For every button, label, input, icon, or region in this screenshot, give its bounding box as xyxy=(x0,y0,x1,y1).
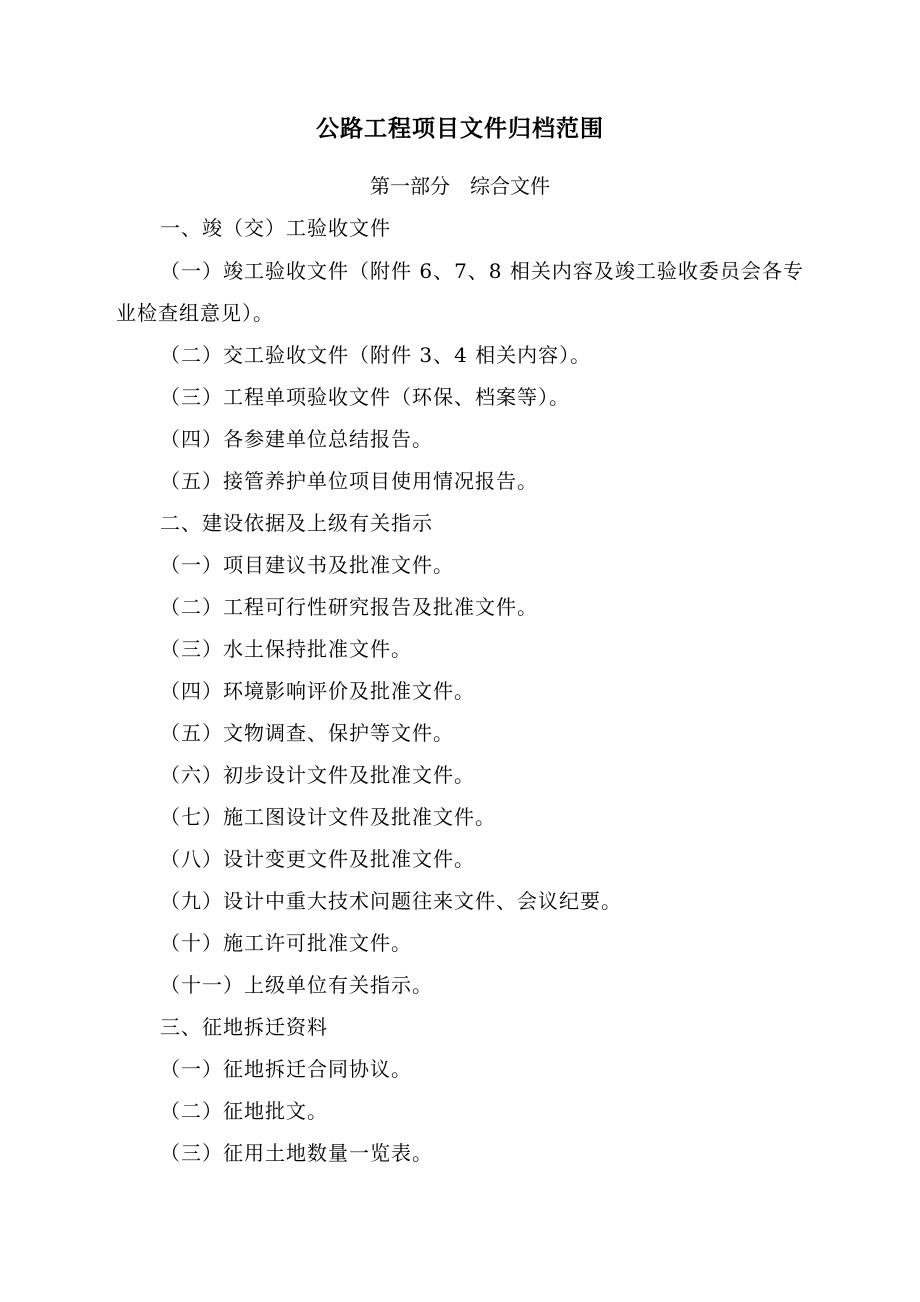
list-item: （十）施工许可批准文件。 xyxy=(160,931,412,955)
list-item-continuation: 业检查组意见）。 xyxy=(116,301,274,325)
section-heading: 一、竣（交）工验收文件 xyxy=(160,216,391,240)
list-item: （四）各参建单位总结报告。 xyxy=(160,427,433,451)
list-item: （九）设计中重大技术问题往来文件、会议纪要。 xyxy=(160,889,622,913)
list-item: （一）征地拆迁合同协议。 xyxy=(160,1057,412,1081)
part-heading: 第一部分 综合文件 xyxy=(370,174,550,198)
list-item: （五）文物调查、保护等文件。 xyxy=(160,721,454,745)
list-item: （二）交工验收文件（附件 3、4 相关内容）。 xyxy=(160,343,592,367)
list-item: （三）征用土地数量一览表。 xyxy=(160,1141,433,1165)
list-item: （三）水土保持批准文件。 xyxy=(160,637,412,661)
section-heading: 二、建设依据及上级有关指示 xyxy=(160,511,433,535)
list-item: （三）工程单项验收文件（环保、档案等）。 xyxy=(160,385,570,409)
list-item: （二）征地批文。 xyxy=(160,1099,328,1123)
list-item: （二）工程可行性研究报告及批准文件。 xyxy=(160,595,538,619)
list-item: （五）接管养护单位项目使用情况报告。 xyxy=(160,469,538,493)
list-item: （一）项目建议书及批准文件。 xyxy=(160,553,454,577)
list-item: （八）设计变更文件及批准文件。 xyxy=(160,847,475,871)
document-title: 公路工程项目文件归档范围 xyxy=(316,115,604,142)
list-item: （六）初步设计文件及批准文件。 xyxy=(160,763,475,787)
list-item: （四）环境影响评价及批准文件。 xyxy=(160,679,475,703)
list-item: （七）施工图设计文件及批准文件。 xyxy=(160,805,496,829)
section-heading: 三、征地拆迁资料 xyxy=(160,1015,328,1039)
list-item: （十一）上级单位有关指示。 xyxy=(160,973,433,997)
list-item: （一）竣工验收文件（附件 6、7、8 相关内容及竣工验收委员会各专 xyxy=(160,259,804,283)
